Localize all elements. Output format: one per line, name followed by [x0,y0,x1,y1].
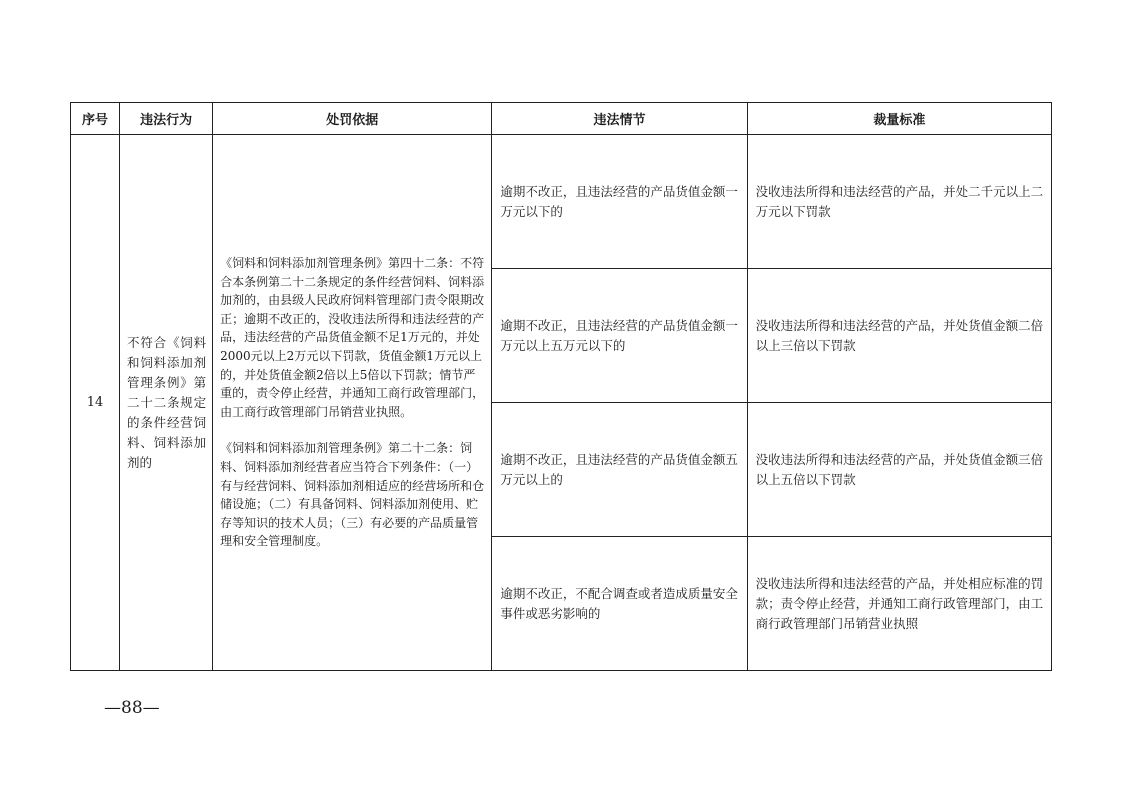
standard-cell: 没收违法所得和违法经营的产品，并处二千元以上二万元以下罚款 [747,135,1051,269]
page-number: —88— [104,698,160,718]
row-behavior: 不符合《饲料和饲料添加剂管理条例》第二十二条规定的条件经营饲料、饲料添加剂的 [120,135,213,671]
header-standard: 裁量标准 [747,103,1051,135]
basis-paragraph-1: 《饲料和饲料添加剂管理条例》第四十二条：不符合本条例第二十二条规定的条件经营饲料、饲料添加剂的，由县级人民政府饲料管理部门责令限期改正；逾期不改正的，没收违法所得和违法经营的产品，违法经营的产品货值金额不足1万元的，并处2000元以上2万元以下罚款，货值金额1万元以上的，并处货值金额2倍以上5倍以下罚款；情节严重的，责令停止经营，并通知工商行政管理部门，由工商行政管理部门吊销营业执照。 [220,256,485,419]
header-basis: 处罚依据 [213,103,492,135]
row-basis [213,135,492,671]
detail-cell: 逾期不改正，不配合调查或者造成质量安全事件或恶劣影响的 [492,537,747,671]
row-seq: 14 [71,135,120,671]
standard-cell: 没收违法所得和违法经营的产品，并处货值金额二倍以上三倍以下罚款 [747,269,1051,403]
penalty-table [70,102,1052,671]
standard-cell: 没收违法所得和违法经营的产品，并处相应标准的罚款；责令停止经营，并通知工商行政管理部门，由工商行政管理部门吊销营业执照 [747,537,1051,671]
table-row [71,135,1052,269]
detail-cell: 逾期不改正，且违法经营的产品货值金额五万元以上的 [492,403,747,537]
detail-cell: 逾期不改正，且违法经营的产品货值金额一万元以下的 [492,135,747,269]
standard-cell: 没收违法所得和违法经营的产品，并处货值金额三倍以上五倍以下罚款 [747,403,1051,537]
basis-paragraph-2: 《饲料和饲料添加剂管理条例》第二十二条：饲料、饲料添加剂经营者应当符合下列条件：（一）有与经营饲料、饲料添加剂相适应的经营场所和仓储设施；（二）有具备饲料、饲料添加剂使用、贮存等知识的技术人员；（三）有必要的产品质量管理和安全管理制度。 [220,441,485,549]
header-detail: 违法情节 [492,103,747,135]
detail-cell: 逾期不改正，且违法经营的产品货值金额一万元以上五万元以下的 [492,269,747,403]
header-row [71,103,1052,135]
header-behavior: 违法行为 [120,103,213,135]
header-seq: 序号 [71,103,120,135]
